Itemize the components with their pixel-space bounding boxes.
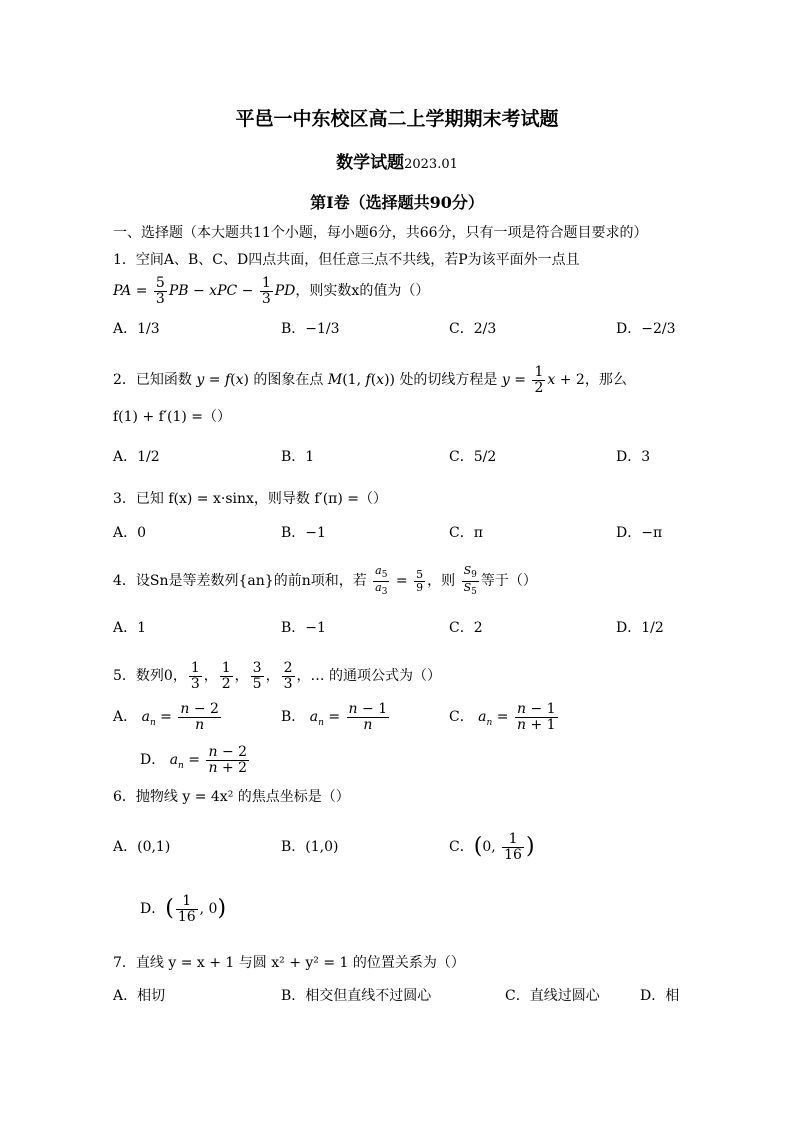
q2-option-b[interactable]: B．1 xyxy=(281,449,315,465)
q1-formula xyxy=(113,276,429,306)
q3-option-c[interactable]: C．π xyxy=(449,525,483,541)
q2-expression: f(1) + f′(1) =（） xyxy=(113,409,232,425)
q3-option-b[interactable]: B．−1 xyxy=(281,525,326,541)
q4-option-c[interactable]: C．2 xyxy=(449,620,483,636)
q1-option-c[interactable]: C．2/3 xyxy=(449,321,497,337)
q6-option-c[interactable]: C．(0, $\frac{1}{16}$ ) xyxy=(449,831,535,863)
q1-stem: 1．空间A、B、C、D四点共面，但任意三点不共线，若P为该平面外一点且 xyxy=(113,252,580,268)
exam-date: 2023.01 xyxy=(404,157,458,172)
q7-option-d[interactable]: D．相 xyxy=(640,988,680,1004)
q7-option-a[interactable]: A．相切 xyxy=(113,988,166,1004)
q6-option-d[interactable]: D．( $\frac{1}{16}$ , 0) xyxy=(140,893,227,925)
q1-option-a[interactable]: A．1/3 xyxy=(113,321,160,337)
q1-vector-equation: PA = $\frac{5}{3}$ PB − xPC − $\frac{1}{3}$ PD xyxy=(113,275,296,307)
q2-option-d[interactable]: D．3 xyxy=(616,449,651,465)
q7-option-b[interactable]: B．相交但直线不过圆心 xyxy=(281,988,432,1004)
q1-tail: ，则实数x的值为（） xyxy=(295,283,430,300)
q3-option-a[interactable]: A．0 xyxy=(113,525,147,541)
q6-option-a[interactable]: A．(0,1) xyxy=(113,839,171,855)
q4-stem: 4．设Sn是等差数列{an}的前n项和，若 $\frac{a_5}{a_3}$ = $\frac{5}{9}$ ，则 $\frac{S_9}{S_5}$ 等于（） xyxy=(113,564,537,597)
q6-option-b[interactable]: B．(1,0) xyxy=(281,839,339,855)
q3-stem: 3．已知 f(x) = x·sinx，则导数 f′(π) =（） xyxy=(113,491,388,507)
q7-option-c[interactable]: C．直线过圆心 xyxy=(505,988,600,1004)
q6-stem: 6．抛物线 y = 4x² 的焦点坐标是（） xyxy=(113,789,350,805)
q1-option-b[interactable]: B．−1/3 xyxy=(281,321,340,337)
q2-option-a[interactable]: A．1/2 xyxy=(113,449,160,465)
q5-option-a[interactable]: A． $a_n$ = $\frac{n - 2}{n}$ xyxy=(113,701,219,733)
instructions: 一、选择题（本大题共11个小题，每小题6分，共66分，只有一项是符合题目要求的） xyxy=(113,225,648,241)
q1-option-d[interactable]: D．−2/3 xyxy=(616,321,676,337)
q5-option-b[interactable]: B． $a_n$ = $\frac{n - 1}{n}$ xyxy=(281,701,388,733)
q4-option-d[interactable]: D．1/2 xyxy=(616,620,664,636)
subject-label: 数学试题 xyxy=(336,153,405,173)
q5-option-c[interactable]: C． $a_n$ = $\frac{n - 1}{n + 1}$ xyxy=(449,701,556,733)
q2-stem: 2．已知函数 y = f(x) 的图象在点 M(1, f(x)) 处的切线方程是 y = $\frac{1}{2}$ x + 2，那么 xyxy=(113,364,627,396)
q7-stem: 7．直线 y = x + 1 与圆 x² + y² = 1 的位置关系为（） xyxy=(113,955,465,971)
q3-option-d[interactable]: D．−π xyxy=(616,525,663,541)
q4-option-a[interactable]: A．1 xyxy=(113,620,147,636)
q4-option-b[interactable]: B．−1 xyxy=(281,620,326,636)
q5-option-d[interactable]: D． $a_n$ = $\frac{n - 2}{n + 2}$ xyxy=(140,744,248,776)
exam-title: 平邑一中东校区高二上学期期末考试题 xyxy=(235,108,559,130)
section-title: 第Ⅰ卷（选择题共90分） xyxy=(310,193,484,212)
exam-subject xyxy=(0,148,794,173)
q5-stem: 5．数列0， $\frac{1}{3}$ ， $\frac{1}{2}$ ， $\frac{3}{5}$ ， $\frac{2}{3}$ ，… 的通项公式为（） xyxy=(113,660,441,692)
q2-option-c[interactable]: C．5/2 xyxy=(449,449,497,465)
